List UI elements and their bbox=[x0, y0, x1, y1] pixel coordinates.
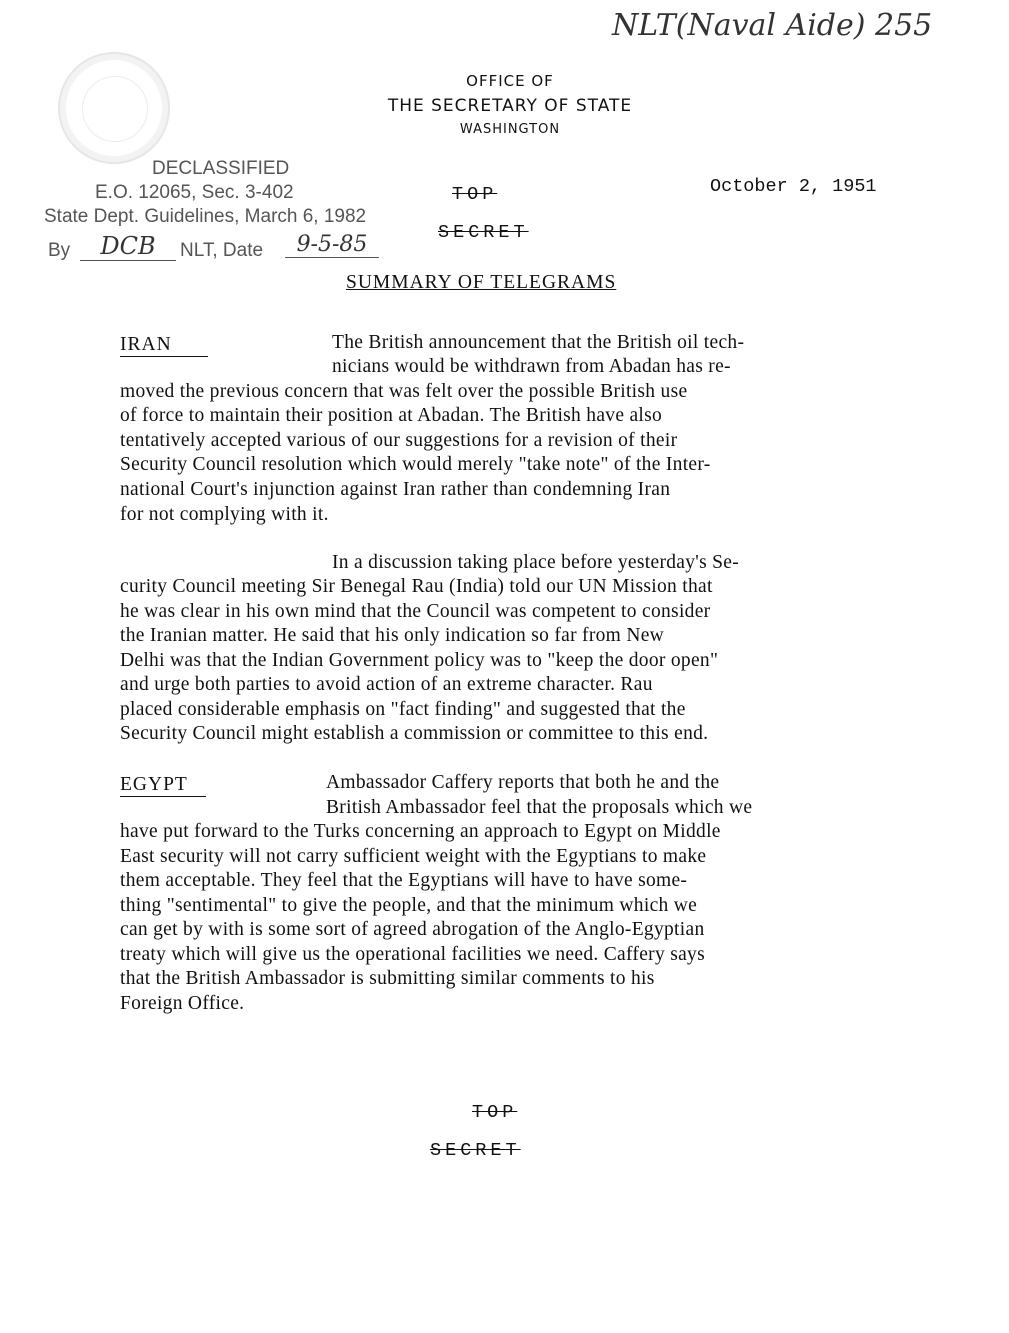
iran-para1-line: tentatively accepted various of our suggestions for a revision of their bbox=[120, 430, 678, 451]
letterhead-line2: THE SECRETARY OF STATE bbox=[387, 96, 633, 116]
section-heading-iran: IRAN bbox=[120, 334, 208, 357]
iran-para1-line: moved the previous concern that was felt over the possible British use bbox=[120, 381, 688, 402]
state-department-seal bbox=[58, 52, 170, 164]
declassified-stamp-initials: DCB bbox=[80, 232, 176, 261]
section-heading-egypt: EGYPT bbox=[120, 774, 206, 797]
egypt-para-line: can get by with is some sort of agreed abrogation of the Anglo-Egyptian bbox=[120, 919, 705, 940]
iran-para1-line: national Court's injunction against Iran rather than condemning Iran bbox=[120, 479, 671, 500]
declassified-stamp-guidelines: State Dept. Guidelines, March 6, 1982 bbox=[44, 206, 367, 227]
iran-para2-line: In a discussion taking place before yesterday's Se- bbox=[332, 552, 740, 573]
iran-para2-line: and urge both parties to avoid action of an extreme character. Rau bbox=[120, 674, 653, 695]
egypt-para-line: Ambassador Caffery reports that both he and the bbox=[326, 772, 720, 793]
iran-para2-line: the Iranian matter. He said that his only indication so far from New bbox=[120, 625, 665, 646]
egypt-para-line: treaty which will give us the operational facilities we need. Caffery says bbox=[120, 944, 705, 965]
footer-classification-secret: SECRET bbox=[430, 1140, 521, 1161]
letterhead-line3: WASHINGTON bbox=[459, 122, 561, 137]
iran-para1-line: Security Council resolution which would merely "take note" of the Inter- bbox=[120, 454, 711, 475]
egypt-para-line: that the British Ambassador is submitting similar comments to his bbox=[120, 968, 655, 989]
egypt-para-line: Foreign Office. bbox=[120, 993, 245, 1014]
egypt-para-line: have put forward to the Turks concerning an approach to Egypt on Middle bbox=[120, 821, 721, 842]
iran-para2-line: Delhi was that the Indian Government policy was to "keep the door open" bbox=[120, 650, 719, 671]
egypt-para-line: East security will not carry sufficient weight with the Egyptians to make bbox=[120, 846, 707, 867]
iran-para1-line: nicians would be withdrawn from Abadan has re- bbox=[332, 356, 731, 377]
handwritten-reference: NLT(Naval Aide) 255 bbox=[612, 8, 933, 43]
egypt-para-line: thing "sentimental" to give the people, and that the minimum which we bbox=[120, 895, 698, 916]
iran-para1-line: for not complying with it. bbox=[120, 504, 329, 525]
iran-para2-line: Security Council might establish a commission or committee to this end. bbox=[120, 723, 709, 744]
footer-classification-top: TOP bbox=[472, 1102, 518, 1123]
iran-para2-line: placed considerable emphasis on "fact finding" and suggested that the bbox=[120, 699, 686, 720]
declassified-stamp-date: 9-5-85 bbox=[285, 232, 379, 258]
iran-para2-line: he was clear in his own mind that the Council was competent to consider bbox=[120, 601, 711, 622]
classification-top: TOP bbox=[452, 184, 498, 205]
declassified-stamp-nlt-label: NLT, Date bbox=[180, 240, 264, 261]
document-title: SUMMARY OF TELEGRAMS bbox=[346, 272, 617, 293]
classification-secret: SECRET bbox=[438, 222, 529, 243]
iran-para1-line: of force to maintain their position at Abadan. The British have also bbox=[120, 405, 663, 426]
letterhead-line1: OFFICE OF bbox=[466, 72, 554, 90]
egypt-para-line: them acceptable. They feel that the Egyptians will have to have some- bbox=[120, 870, 688, 891]
iran-para1-line: The British announcement that the British oil tech- bbox=[332, 332, 745, 353]
declassified-stamp-eo: E.O. 12065, Sec. 3-402 bbox=[95, 182, 294, 203]
document-date: October 2, 1951 bbox=[710, 176, 877, 197]
iran-para2-line: curity Council meeting Sir Benegal Rau (India) told our UN Mission that bbox=[120, 576, 713, 597]
declassified-stamp-by-label: By bbox=[48, 240, 71, 261]
declassified-stamp-title: DECLASSIFIED bbox=[152, 158, 290, 179]
egypt-para-line: British Ambassador feel that the proposals which we bbox=[326, 797, 753, 818]
